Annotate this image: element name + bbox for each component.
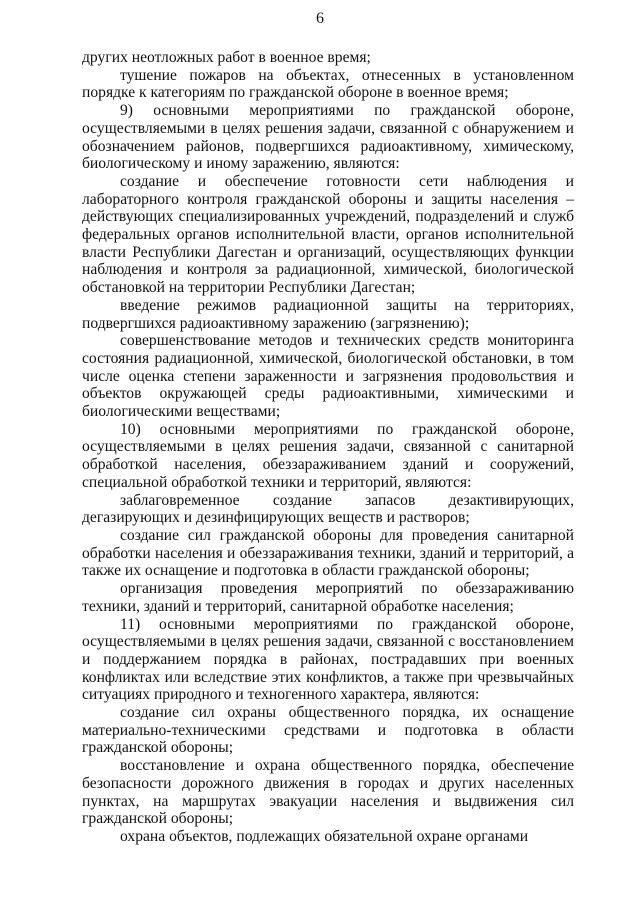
paragraph: 9) основными мероприятиями по гражданской обороне, осуществляемыми в целях решения задачи, связанной с обнаружением и обозначением районов, подвергшихся радиоактивному, химическому, биологическому и иному заражению, являются: xyxy=(82,102,574,173)
paragraph: совершенствование методов и технических средств мониторинга состояния радиационной, химической, биологической обстановки, в том числе оценка степени зараженности и загрязнения продовольствия и объектов окружающей среды радиоактивными, химическими и биологическими веществами; xyxy=(82,332,574,421)
paragraph: 11) основными мероприятиями по гражданской обороне, осуществляемыми в целях решения задачи, связанной с восстановлением и поддержанием порядка в районах, пострадавших при военных конфликтах или вследствие этих конфликтов, а также при чрезвычайных ситуациях природного и техногенного характера, являются: xyxy=(82,615,574,704)
paragraph: организация проведения мероприятий по обеззараживанию техники, зданий и территорий, санитарной обработке населения; xyxy=(82,580,574,615)
paragraph: введение режимов радиационной защиты на территориях, подвергшихся радиоактивному заражению (загрязнению); xyxy=(82,296,574,332)
paragraph: тушение пожаров на объектах, отнесенных в установленном порядке к категориям по гражданской обороне в военное время; xyxy=(82,66,574,102)
paragraph: 10) основными мероприятиями по гражданской обороне, осуществляемыми в целях решения задачи, связанной с санитарной обработкой населения, обеззараживанием зданий и сооружений, специальной обработкой техники и территорий, являются: xyxy=(82,420,574,491)
paragraph: охрана объектов, подлежащих обязательной охране органами xyxy=(120,827,529,845)
paragraph: создание сил охраны общественного порядка, их оснащение материально-техническими средствами и подготовка в области гражданской обороны; xyxy=(82,704,574,757)
paragraph: других неотложных работ в военное время; xyxy=(82,49,371,66)
paragraph: создание и обеспечение готовности сети наблюдения и лабораторного контроля гражданской обороны и защиты населения – действующих специализированных учреждений, подразделений и служб федеральных органов исполнительной власти, органов исполнительной власти Республики Дагестан и организаций, осуществляющих функции наблюдения и контроля за радиационной, химической, биологической обстановкой на территории Республики Дагестан; xyxy=(82,172,574,297)
paragraph: восстановление и охрана общественного порядка, обеспечение безопасности дорожного движения в городах и других населенных пунктах, на маршрутах эвакуации населения и выдвижения сил гражданской обороны; xyxy=(82,757,574,828)
page-number: 6 xyxy=(316,10,324,27)
paragraph: создание сил гражданской обороны для проведения санитарной обработки населения и обеззараживания техники, зданий и территорий, а также их оснащение и подготовка в области гражданской обороны; xyxy=(82,526,574,580)
paragraph: заблаговременное создание запасов дезактивирующих, дегазирующих и дезинфицирующих веществ и растворов; xyxy=(82,491,574,527)
document-body xyxy=(82,49,574,846)
